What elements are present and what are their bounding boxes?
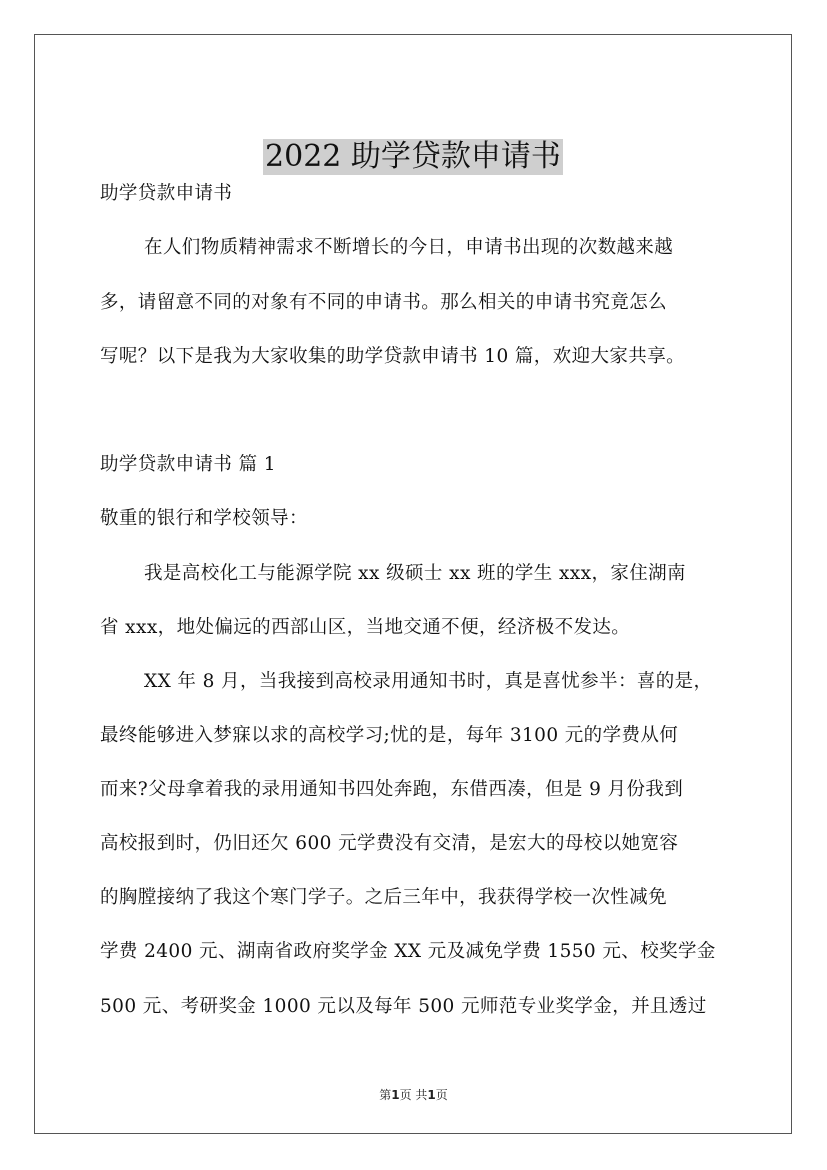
page-number: 1 [391, 1088, 400, 1102]
paragraph-line: 500 元、考研奖金 1000 元以及每年 500 元师范专业奖学金，并且透过 [100, 996, 707, 1017]
page-prefix: 第 [379, 1088, 392, 1102]
paragraph-line: XX 年 8 月，当我接到高校录用通知书时，真是喜忧参半：喜的是， [144, 671, 713, 692]
page-suffix: 页 [435, 1088, 448, 1102]
subtitle: 助学贷款申请书 [100, 183, 233, 204]
section-heading: 助学贷款申请书 篇 1 [100, 454, 276, 475]
page-mid: 页 共 [399, 1088, 428, 1102]
paragraph-line: 的胸膛接纳了我这个寒门学子。之后三年中，我获得学校一次性减免 [100, 887, 668, 908]
paragraph-line: 高校报到时，仍旧还欠 600 元学费没有交清，是宏大的母校以她宽容 [100, 833, 679, 854]
title-container [35, 139, 791, 175]
page-total: 1 [427, 1088, 436, 1102]
page-footer [0, 1086, 827, 1103]
intro-line: 多，请留意不同的对象有不同的申请书。那么相关的申请书究竟怎么 [100, 292, 668, 313]
paragraph-line: 我是高校化工与能源学院 xx 级硕士 xx 班的学生 xxx，家住湖南 [144, 563, 686, 584]
paragraph-line: 最终能够进入梦寐以求的高校学习;忧的是，每年 3100 元的学费从何 [100, 725, 679, 746]
salutation: 敬重的银行和学校领导： [100, 508, 308, 529]
paragraph-line: 学费 2400 元、湖南省政府奖学金 XX 元及减免学费 1550 元、校奖学金 [100, 941, 716, 962]
intro-line: 写呢？以下是我为大家收集的助学贷款申请书 10 篇，欢迎大家共享。 [100, 346, 686, 367]
paragraph-line: 而来?父母拿着我的录用通知书四处奔跑，东借西凑，但是 9 月份我到 [100, 779, 684, 800]
intro-line: 在人们物质精神需求不断增长的今日，申请书出现的次数越来越 [144, 237, 674, 258]
paragraph-line: 省 xxx，地处偏远的西部山区，当地交通不便，经济极不发达。 [100, 617, 631, 638]
document-title: 2022 助学贷款申请书 [265, 139, 561, 174]
